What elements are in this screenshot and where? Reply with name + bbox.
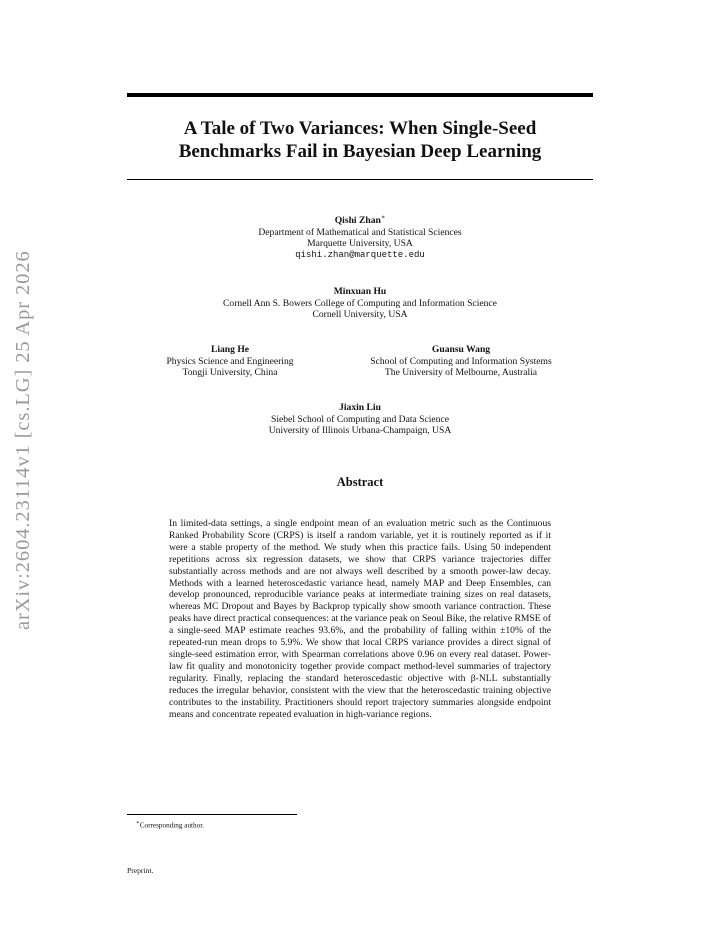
title-line-1: A Tale of Two Variances: When Single-Seed (183, 118, 537, 139)
preprint-label: Preprint. (127, 866, 154, 875)
footnote-text: Corresponding author. (139, 821, 205, 830)
author-block-2 (127, 286, 593, 321)
arxiv-identifier: arXiv:2604.23114v1 [cs.LG] 25 Apr 2026 (12, 250, 34, 630)
author-affiliation: Tongji University, China (182, 367, 278, 379)
corresponding-mark: ∗ (380, 214, 386, 221)
author-name: Qishi Zhan∗ (334, 214, 386, 227)
author-name: Guansu Wang (431, 344, 491, 355)
author-affiliation: The University of Melbourne, Australia (384, 367, 538, 379)
footnote-mark: ∗ (136, 820, 140, 826)
title-line-2: Benchmarks Fail in Bayesian Deep Learning (178, 141, 542, 162)
author-affiliation: Marquette University, USA (307, 238, 413, 250)
footnote (136, 820, 204, 829)
author-affiliation: Department of Mathematical and Statistical Sciences (258, 226, 462, 238)
title-top-rule (127, 93, 593, 97)
paper-title (127, 117, 593, 163)
abstract-heading: Abstract (336, 475, 384, 489)
author-affiliation: Cornell Ann S. Bowers College of Computing and Information Science (223, 297, 497, 309)
author-name: Jiaxin Liu (339, 402, 381, 413)
author-affiliation: University of Illinois Urbana-Champaign, USA (268, 425, 452, 437)
author-block-3 (140, 344, 320, 379)
author-affiliation: Siebel School of Computing and Data Science (271, 413, 449, 425)
author-affiliation: Cornell University, USA (312, 309, 408, 321)
author-block-4 (336, 344, 586, 379)
author-affiliation: School of Computing and Information Systems (370, 355, 552, 367)
author-name: Minxuan Hu (333, 286, 387, 297)
author-block-5 (127, 402, 593, 437)
title-bottom-rule (127, 179, 593, 180)
author-affiliation: Physics Science and Engineering (166, 355, 294, 367)
author-name: Liang He (210, 344, 250, 355)
abstract-text: In limited-data settings, a single endpoint mean of an evaluation metric such as the Continuous Ranked Probability Score (CRPS) is itself a random variable, yet it is routinely reported as if it were a stable property of the method. We study when this practice fails. Using 50 independent repetitions across six regression datasets, we show that CRPS variance trajectories differ substantially across methods and are not always well described by a smooth power-law decay. Methods with a learned heteroscedastic variance head, namely MAP and Deep Ensembles, can develop pronounced, reproducible variance peaks at intermediate training sizes on real datasets, whereas MC Dropout and Bayes by Backprop typically show smooth variance contraction. These peaks have direct practical consequences: at the variance peak on Seoul Bike, the relative RMSE of a single-seed MAP estimate reaches 93.6%, and the probability of falling within ±10% of the repeated-run mean drops to 5.9%. We show that local CRPS variance provides a direct signal of single-seed estimation error, with Spearman correlations above 0.96 on every real dataset. Power-law fit quality and monotonicity together provide compact method-level summaries of trajectory regularity. Finally, replacing the standard heteroscedastic objective with β-NLL substantially reduces the irregular behavior, consistent with the view that the heteroscedastic training objective contributes to the instability. Practitioners should report trajectory summaries alongside endpoint means and concentrate repeated evaluation in high-variance regions. (169, 518, 552, 720)
author-block-1 (127, 212, 593, 262)
footnote-rule (127, 814, 297, 815)
author-email[interactable]: qishi.zhan@marquette.edu (295, 249, 425, 260)
